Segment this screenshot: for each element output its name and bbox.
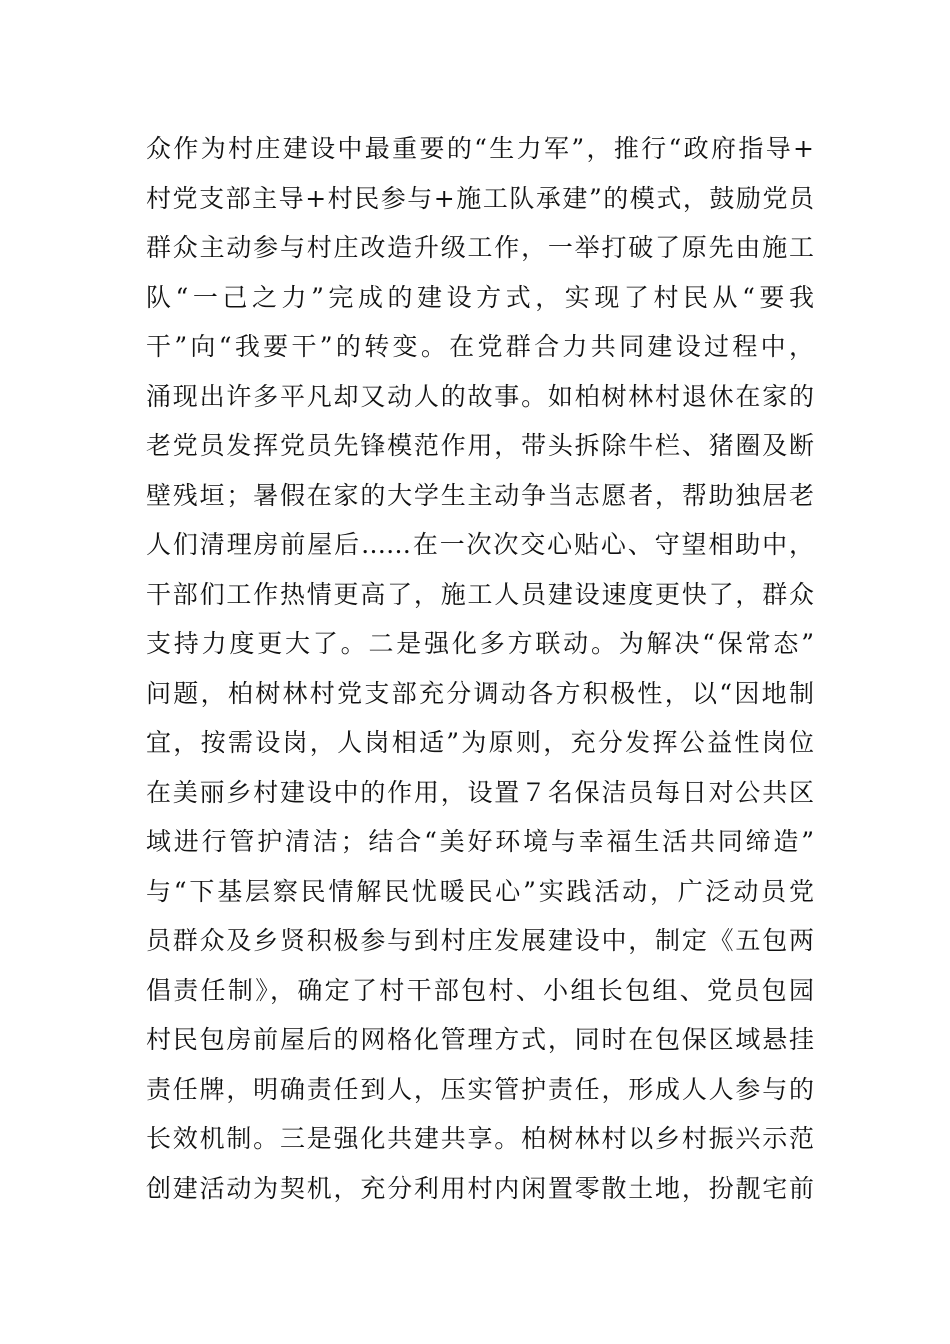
text-line-8: 壁残垣；暑假在家的大学生主动争当志愿者，帮助独居老 [146,480,814,510]
text-line-18: 倡责任制》，确定了村干部包村、小组长包组、党员包园 [146,975,814,1005]
text-line-15: 域进行管护清洁；结合“美好环境与幸福生活共同缔造” [146,827,814,856]
body-paragraph [146,124,814,1213]
text-line-11: 支持力度更大了。二是强化多方联动。为解决“保常态” [146,629,814,658]
text-line-12: 问题，柏树林村党支部充分调动各方积极性，以“因地制 [146,678,814,708]
text-line-9: 人们清理房前屋后……在一次次交心贴心、守望相助中， [146,530,814,559]
text-line-10: 干部们工作热情更高了，施工人员建设速度更快了，群众 [146,579,814,609]
text-line-21: 长效机制。三是强化共建共享。柏树林村以乡村振兴示范 [146,1124,814,1153]
text-line-7: 老党员发挥党员先锋模范作用，带头拆除牛栏、猪圈及断 [146,431,814,460]
text-line-1: 众作为村庄建设中最重要的“生力军”，推行“政府指导+ [146,134,814,163]
text-line-13: 宜，按需设岗，人岗相适”为原则，充分发挥公益性岗位 [146,728,814,757]
text-line-14: 在美丽乡村建设中的作用，设置７名保洁员每日对公共区 [146,777,814,807]
text-line-16: 与“下基层察民情解民忧暖民心”实践活动，广泛动员党 [146,876,814,906]
text-line-6: 涌现出许多平凡却又动人的故事。如柏树林村退休在家的 [146,381,814,411]
text-line-4: 队“一己之力”完成的建设方式，实现了村民从“要我 [146,282,814,312]
text-line-20: 责任牌，明确责任到人，压实管护责任，形成人人参与的 [146,1074,814,1104]
text-line-19: 村民包房前屋后的网格化管理方式，同时在包保区域悬挂 [146,1025,814,1054]
text-line-5: 干”向“我要干”的转变。在党群合力共同建设过程中， [146,332,814,361]
text-line-3: 群众主动参与村庄改造升级工作，一举打破了原先由施工 [146,233,814,262]
text-line-2: 村党支部主导+村民参与+施工队承建”的模式，鼓励党员 [146,183,814,213]
text-line-17: 员群众及乡贤积极参与到村庄发展建设中，制定《五包两 [146,926,814,955]
text-line-22: 创建活动为契机，充分利用村内闲置零散土地，扮靓宅前 [146,1173,814,1203]
